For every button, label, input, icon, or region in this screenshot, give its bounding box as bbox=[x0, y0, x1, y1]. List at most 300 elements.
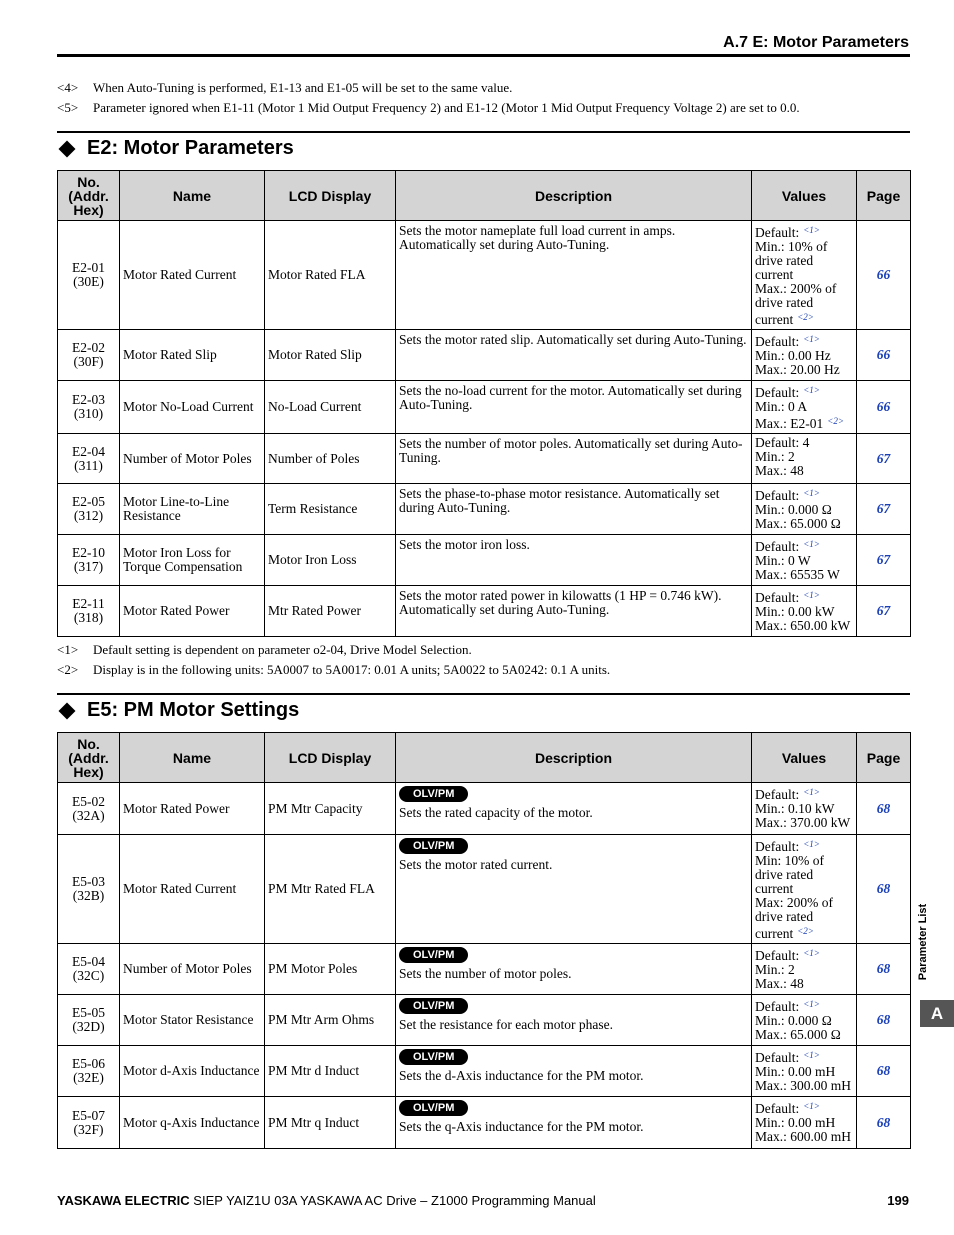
footnote-ref: <2> bbox=[57, 662, 79, 677]
description-cell bbox=[396, 586, 752, 637]
value-line bbox=[755, 1079, 853, 1093]
value-text: Default: bbox=[755, 948, 800, 963]
lcd-display: PM Motor Poles bbox=[268, 961, 358, 976]
param-name-cell bbox=[120, 1097, 265, 1149]
page-link-cell bbox=[857, 381, 911, 434]
value-line bbox=[755, 464, 853, 478]
footnote-1 bbox=[57, 642, 472, 658]
param-number: E5-05 bbox=[72, 1005, 105, 1020]
param-name: Motor q-Axis Inductance bbox=[123, 1114, 260, 1130]
value-text: Default: bbox=[755, 225, 800, 240]
table-row bbox=[58, 835, 911, 944]
table-row bbox=[58, 995, 911, 1046]
param-name: Motor Rated Slip bbox=[123, 347, 217, 362]
lcd-display-cell bbox=[265, 330, 396, 381]
value-line bbox=[755, 785, 853, 802]
value-line bbox=[755, 605, 853, 619]
column-header-page: Page bbox=[857, 733, 911, 783]
value-text: Min.: 2 bbox=[755, 449, 795, 464]
value-text: Max.: 650.00 kW bbox=[755, 618, 851, 633]
value-text: Max.: 48 bbox=[755, 463, 804, 478]
control-mode-badge: OLV/PM bbox=[399, 838, 468, 854]
value-line bbox=[755, 588, 853, 605]
param-name: Motor Rated Power bbox=[123, 603, 230, 618]
description-cell bbox=[396, 944, 752, 995]
footnote-ref-link: <1> bbox=[803, 539, 820, 549]
lcd-display-cell bbox=[265, 995, 396, 1046]
param-name: Motor No-Load Current bbox=[123, 399, 254, 414]
page-link-cell bbox=[857, 944, 911, 995]
footnote-ref-link: <2> bbox=[797, 926, 814, 936]
param-address: (312) bbox=[73, 508, 104, 523]
column-header-name: Name bbox=[120, 171, 265, 221]
description-text: Sets the motor rated slip. Automatically set during Auto-Tuning. bbox=[399, 332, 747, 347]
value-line bbox=[755, 854, 853, 896]
param-address: (32F) bbox=[73, 1121, 104, 1137]
page-link-cell bbox=[857, 1097, 911, 1149]
table-header-row bbox=[58, 733, 911, 783]
page-link[interactable]: 66 bbox=[876, 347, 891, 362]
value-text: Min: 10% of drive rated current bbox=[755, 853, 824, 896]
value-text: Max.: 200% of drive rated current bbox=[755, 281, 837, 327]
section-rule bbox=[57, 131, 910, 133]
table-row bbox=[58, 944, 911, 995]
page-footer bbox=[57, 1193, 596, 1208]
page-link[interactable]: 68 bbox=[876, 1114, 891, 1130]
param-number-cell bbox=[58, 484, 120, 535]
param-address: (32B) bbox=[72, 888, 105, 903]
value-text: Default: bbox=[755, 839, 800, 854]
lcd-display-cell bbox=[265, 535, 396, 586]
param-name: Motor Line-to-Line Resistance bbox=[123, 494, 230, 523]
side-section-label: Parameter List bbox=[917, 903, 929, 981]
param-address: (32C) bbox=[72, 968, 105, 983]
values-cell bbox=[752, 1046, 857, 1097]
value-line bbox=[755, 332, 853, 349]
lcd-display: Motor Iron Loss bbox=[268, 552, 357, 567]
lcd-display: PM Mtr Arm Ohms bbox=[268, 1012, 375, 1027]
description-text: Set the resistance for each motor phase. bbox=[399, 1017, 614, 1032]
page-link[interactable]: 66 bbox=[876, 267, 891, 282]
column-header-desc: Description bbox=[396, 171, 752, 221]
description-text: Sets the motor rated power in kilowatts (1 HP = 0.746 kW). Automatically set during Auto-Tuning. bbox=[399, 588, 722, 617]
value-text: Default: 4 bbox=[755, 435, 810, 450]
lcd-display: Mtr Rated Power bbox=[268, 603, 361, 618]
value-text: Min.: 2 bbox=[755, 962, 795, 977]
control-mode-badge: OLV/PM bbox=[399, 1100, 468, 1116]
value-text: Min.: 0 W bbox=[755, 553, 811, 568]
column-header-page: Page bbox=[857, 171, 911, 221]
lcd-display: No-Load Current bbox=[268, 399, 362, 414]
param-name-cell bbox=[120, 434, 265, 484]
values-cell bbox=[752, 535, 857, 586]
value-line bbox=[755, 946, 853, 963]
param-number-cell bbox=[58, 586, 120, 637]
description-cell bbox=[396, 1046, 752, 1097]
description-cell bbox=[396, 995, 752, 1046]
description-text: Sets the rated capacity of the motor. bbox=[399, 805, 593, 820]
description-cell bbox=[396, 381, 752, 434]
value-text: Max.: 300.00 mH bbox=[755, 1078, 851, 1093]
footer-brand: YASKAWA ELECTRIC bbox=[57, 1193, 190, 1208]
lcd-display-cell bbox=[265, 484, 396, 535]
description-cell bbox=[396, 1097, 752, 1149]
diamond-bullet-icon bbox=[59, 702, 76, 719]
value-text: Max.: 600.00 mH bbox=[755, 1129, 851, 1144]
footnote-ref-link: <1> bbox=[803, 488, 820, 498]
lcd-display-cell bbox=[265, 221, 396, 330]
value-text: Min.: 0.000 Ω bbox=[755, 502, 832, 517]
values-cell bbox=[752, 330, 857, 381]
page-link[interactable]: 68 bbox=[876, 881, 891, 896]
value-text: Default: bbox=[755, 385, 800, 400]
value-line bbox=[755, 349, 853, 363]
param-name: Motor Rated Power bbox=[123, 800, 230, 816]
param-number-cell bbox=[58, 995, 120, 1046]
param-address: (32E) bbox=[73, 1070, 104, 1085]
value-line bbox=[755, 486, 853, 503]
values-cell bbox=[752, 484, 857, 535]
section-title: E2: Motor Parameters bbox=[87, 137, 294, 159]
description-cell bbox=[396, 484, 752, 535]
value-text: Min.: 0.00 mH bbox=[755, 1115, 836, 1130]
appendix-tab: A bbox=[920, 1000, 954, 1027]
param-name: Motor Rated Current bbox=[123, 881, 237, 896]
value-text: Default: bbox=[755, 539, 800, 554]
param-name-cell bbox=[120, 586, 265, 637]
param-address: (310) bbox=[73, 406, 104, 421]
value-line bbox=[755, 619, 853, 633]
page-number: 199 bbox=[887, 1193, 909, 1208]
param-name-cell bbox=[120, 1046, 265, 1097]
value-text: Default: bbox=[755, 488, 800, 503]
lcd-display: PM Mtr Capacity bbox=[268, 800, 363, 816]
value-line bbox=[755, 816, 853, 830]
value-text: Default: bbox=[755, 787, 800, 802]
page-link[interactable]: 67 bbox=[876, 501, 891, 516]
footnote-ref-link: <1> bbox=[803, 225, 820, 235]
lcd-display: PM Mtr q Induct bbox=[268, 1114, 360, 1130]
value-line bbox=[755, 537, 853, 554]
value-line bbox=[755, 383, 853, 400]
page-link[interactable]: 68 bbox=[876, 800, 891, 816]
lcd-display-cell bbox=[265, 1097, 396, 1149]
value-line bbox=[755, 837, 853, 854]
value-text: Default: bbox=[755, 999, 800, 1014]
value-line bbox=[755, 240, 853, 282]
value-line bbox=[755, 554, 853, 568]
param-number-cell bbox=[58, 535, 120, 586]
value-text: Min.: 0.00 kW bbox=[755, 604, 835, 619]
column-header-values: Values bbox=[752, 171, 857, 221]
footnote-ref-link: <2> bbox=[797, 312, 814, 322]
value-line bbox=[755, 997, 853, 1014]
footnote-ref-link: <1> bbox=[803, 839, 820, 849]
value-line bbox=[755, 977, 853, 991]
param-name-cell bbox=[120, 221, 265, 330]
description-cell bbox=[396, 535, 752, 586]
value-line bbox=[755, 1099, 853, 1116]
footnote-text: Parameter ignored when E1-11 (Motor 1 Mid Output Frequency 2) and E1-12 (Motor 1 Mid Output Frequency Voltage 2) are set to 0.0. bbox=[93, 100, 800, 115]
footnote-ref-link: <1> bbox=[803, 999, 820, 1009]
param-address: (311) bbox=[74, 457, 103, 473]
value-line bbox=[755, 223, 853, 240]
lcd-display-cell bbox=[265, 586, 396, 637]
table-row bbox=[58, 783, 911, 835]
param-name: Motor Stator Resistance bbox=[123, 1012, 254, 1027]
description-text: Sets the q-Axis inductance for the PM motor. bbox=[399, 1119, 644, 1134]
e5-parameter-table bbox=[57, 732, 911, 1149]
param-name-cell bbox=[120, 835, 265, 944]
param-number: E2-05 bbox=[72, 494, 105, 509]
param-number: E5-03 bbox=[72, 874, 105, 889]
values-cell bbox=[752, 381, 857, 434]
page-link-cell bbox=[857, 586, 911, 637]
footer-doc-title: SIEP YAIZ1U 03A YASKAWA AC Drive – Z1000 Programming Manual bbox=[193, 1193, 596, 1208]
param-name: Motor Iron Loss for Torque Compensation bbox=[123, 545, 243, 574]
control-mode-badge: OLV/PM bbox=[399, 998, 468, 1014]
param-number: E2-01 bbox=[72, 260, 105, 275]
param-number: E2-02 bbox=[72, 340, 105, 355]
value-line bbox=[755, 282, 853, 327]
lcd-display: Motor Rated FLA bbox=[268, 267, 366, 282]
param-number: E5-04 bbox=[72, 954, 105, 969]
param-name: Number of Motor Poles bbox=[123, 961, 252, 976]
param-number-cell bbox=[58, 835, 120, 944]
section-heading-e2 bbox=[57, 137, 294, 160]
description-cell bbox=[396, 783, 752, 835]
param-name-cell bbox=[120, 995, 265, 1046]
lcd-display: Term Resistance bbox=[268, 501, 358, 516]
value-line bbox=[755, 1048, 853, 1065]
lcd-display-cell bbox=[265, 835, 396, 944]
page-link[interactable]: 67 bbox=[876, 552, 891, 567]
value-line bbox=[755, 1065, 853, 1079]
value-line bbox=[755, 896, 853, 941]
value-text: Max.: E2-01 bbox=[755, 416, 824, 431]
value-text: Min.: 0.10 kW bbox=[755, 801, 835, 816]
page-link-cell bbox=[857, 221, 911, 330]
value-text: Default: bbox=[755, 590, 800, 605]
value-text: Max.: 48 bbox=[755, 976, 804, 991]
lcd-display: Motor Rated Slip bbox=[268, 347, 362, 362]
footnote-ref: <1> bbox=[57, 642, 79, 657]
values-cell bbox=[752, 944, 857, 995]
page-link[interactable]: 67 bbox=[876, 450, 891, 466]
table-row bbox=[58, 221, 911, 330]
param-name-cell bbox=[120, 484, 265, 535]
lcd-display-cell bbox=[265, 381, 396, 434]
column-header-no: No. (Addr. Hex) bbox=[58, 171, 120, 221]
e2-parameter-table bbox=[57, 170, 911, 637]
page-link[interactable]: 66 bbox=[876, 399, 891, 414]
value-text: Min.: 0.00 Hz bbox=[755, 348, 831, 363]
table-row bbox=[58, 535, 911, 586]
param-number-cell bbox=[58, 1097, 120, 1149]
value-line bbox=[755, 1116, 853, 1130]
footnote-ref-link: <2> bbox=[827, 416, 844, 426]
param-name: Number of Motor Poles bbox=[123, 450, 252, 466]
param-number: E2-11 bbox=[72, 596, 105, 611]
values-cell bbox=[752, 995, 857, 1046]
page-link-cell bbox=[857, 1046, 911, 1097]
value-text: Max.: 65.000 Ω bbox=[755, 516, 841, 531]
diamond-bullet-icon bbox=[59, 140, 76, 157]
footnote-ref-link: <1> bbox=[803, 1050, 820, 1060]
lcd-display: PM Mtr Rated FLA bbox=[268, 881, 375, 896]
param-address: (317) bbox=[73, 559, 104, 574]
values-cell bbox=[752, 221, 857, 330]
page-link-cell bbox=[857, 484, 911, 535]
values-cell bbox=[752, 434, 857, 484]
param-name-cell bbox=[120, 330, 265, 381]
param-address: (32A) bbox=[72, 807, 105, 823]
param-address: (32D) bbox=[72, 1019, 105, 1034]
param-number-cell bbox=[58, 330, 120, 381]
param-number-cell bbox=[58, 1046, 120, 1097]
table-row bbox=[58, 1097, 911, 1149]
footnote-ref: <5> bbox=[57, 100, 79, 115]
lcd-display-cell bbox=[265, 434, 396, 484]
footnote-4 bbox=[57, 80, 512, 96]
footnote-ref-link: <1> bbox=[803, 787, 820, 797]
param-number: E2-10 bbox=[72, 545, 105, 560]
page-link[interactable]: 68 bbox=[876, 1012, 891, 1027]
description-cell bbox=[396, 835, 752, 944]
values-cell bbox=[752, 586, 857, 637]
page-link-cell bbox=[857, 835, 911, 944]
description-text: Sets the motor rated current. bbox=[399, 857, 553, 872]
param-number: E2-03 bbox=[72, 392, 105, 407]
value-line bbox=[755, 1028, 853, 1042]
param-number: E5-02 bbox=[72, 793, 105, 809]
footnote-text: When Auto-Tuning is performed, E1-13 and E1-05 will be set to the same value. bbox=[93, 80, 513, 95]
lcd-display-cell bbox=[265, 783, 396, 835]
value-text: Max.: 20.00 Hz bbox=[755, 362, 840, 377]
control-mode-badge: OLV/PM bbox=[399, 1049, 468, 1065]
value-line bbox=[755, 1014, 853, 1028]
value-text: Default: bbox=[755, 1050, 800, 1065]
lcd-display-cell bbox=[265, 1046, 396, 1097]
value-text: Min.: 10% of drive rated current bbox=[755, 239, 828, 282]
description-text: Sets the number of motor poles. bbox=[399, 966, 572, 981]
table-row bbox=[58, 586, 911, 637]
value-text: Max: 200% of drive rated current bbox=[755, 895, 833, 941]
section-rule bbox=[57, 693, 910, 695]
param-name-cell bbox=[120, 535, 265, 586]
values-cell bbox=[752, 835, 857, 944]
table-row bbox=[58, 381, 911, 434]
value-text: Default: bbox=[755, 334, 800, 349]
param-number-cell bbox=[58, 381, 120, 434]
value-line bbox=[755, 450, 853, 464]
section-title: E5: PM Motor Settings bbox=[87, 699, 300, 721]
values-cell bbox=[752, 1097, 857, 1149]
value-text: Min.: 0.00 mH bbox=[755, 1064, 836, 1079]
page-link-cell bbox=[857, 783, 911, 835]
value-line bbox=[755, 1130, 853, 1144]
value-line bbox=[755, 503, 853, 517]
lcd-display-cell bbox=[265, 944, 396, 995]
param-number-cell bbox=[58, 434, 120, 484]
footnote-5 bbox=[57, 100, 800, 116]
param-name: Motor Rated Current bbox=[123, 267, 237, 282]
footnote-ref-link: <1> bbox=[803, 334, 820, 344]
control-mode-badge: OLV/PM bbox=[399, 947, 468, 963]
column-header-no: No. (Addr. Hex) bbox=[58, 733, 120, 783]
page-link-cell bbox=[857, 535, 911, 586]
table-row bbox=[58, 484, 911, 535]
footnote-ref-link: <1> bbox=[803, 948, 820, 958]
page-link[interactable]: 67 bbox=[876, 603, 891, 618]
value-line bbox=[755, 414, 853, 431]
table-row bbox=[58, 434, 911, 484]
description-text: Sets the motor iron loss. bbox=[399, 537, 530, 552]
page-link[interactable]: 68 bbox=[876, 961, 891, 976]
param-address: (318) bbox=[73, 610, 104, 625]
value-text: Min.: 0 A bbox=[755, 399, 808, 414]
param-number-cell bbox=[58, 783, 120, 835]
param-address: (30F) bbox=[73, 354, 104, 369]
param-number-cell bbox=[58, 944, 120, 995]
table-row bbox=[58, 1046, 911, 1097]
column-header-lcd: LCD Display bbox=[265, 171, 396, 221]
table-row bbox=[58, 330, 911, 381]
page-link-cell bbox=[857, 995, 911, 1046]
lcd-display: PM Mtr d Induct bbox=[268, 1063, 360, 1078]
param-number-cell bbox=[58, 221, 120, 330]
value-line bbox=[755, 400, 853, 414]
values-cell bbox=[752, 783, 857, 835]
param-name-cell bbox=[120, 944, 265, 995]
value-line bbox=[755, 363, 853, 377]
column-header-values: Values bbox=[752, 733, 857, 783]
footnote-ref-link: <1> bbox=[803, 385, 820, 395]
description-cell bbox=[396, 434, 752, 484]
param-number: E5-06 bbox=[72, 1056, 105, 1071]
value-text: Max.: 65.000 Ω bbox=[755, 1027, 841, 1042]
value-line bbox=[755, 568, 853, 582]
value-line bbox=[755, 517, 853, 531]
value-line bbox=[755, 436, 853, 450]
table-header-row bbox=[58, 171, 911, 221]
value-line bbox=[755, 802, 853, 816]
param-name-cell bbox=[120, 783, 265, 835]
param-number: E5-07 bbox=[72, 1107, 105, 1123]
footnote-text: Display is in the following units: 5A0007 to 5A0017: 0.01 A units; 5A0022 to 5A0242: 0.1 A units. bbox=[93, 662, 611, 677]
footnote-2 bbox=[57, 662, 610, 678]
page-link-cell bbox=[857, 330, 911, 381]
footnote-ref: <4> bbox=[57, 80, 79, 95]
param-name-cell bbox=[120, 381, 265, 434]
description-text: Sets the d-Axis inductance for the PM motor. bbox=[399, 1068, 644, 1083]
control-mode-badge: OLV/PM bbox=[399, 786, 468, 802]
page-link-cell bbox=[857, 434, 911, 484]
page-link[interactable]: 68 bbox=[876, 1063, 891, 1078]
description-text: Sets the motor nameplate full load current in amps. Automatically set during Auto-Tuning. bbox=[399, 223, 676, 252]
footnote-ref-link: <1> bbox=[803, 590, 820, 600]
description-text: Sets the no-load current for the motor. Automatically set during Auto-Tuning. bbox=[399, 383, 742, 412]
column-header-name: Name bbox=[120, 733, 265, 783]
column-header-lcd: LCD Display bbox=[265, 733, 396, 783]
param-name: Motor d-Axis Inductance bbox=[123, 1063, 260, 1078]
header-rule bbox=[57, 54, 910, 57]
footnote-ref-link: <1> bbox=[803, 1101, 820, 1111]
running-header: A.7 E: Motor Parameters bbox=[723, 34, 909, 51]
value-text: Max.: 65535 W bbox=[755, 567, 840, 582]
value-text: Max.: 370.00 kW bbox=[755, 815, 851, 830]
description-cell bbox=[396, 221, 752, 330]
